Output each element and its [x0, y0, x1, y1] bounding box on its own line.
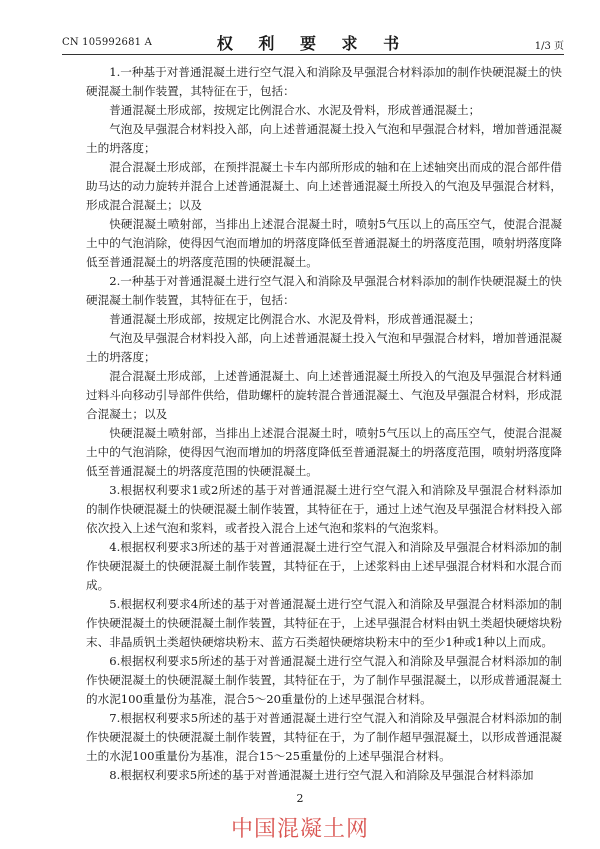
- claim-paragraph: 快硬混凝土喷射部，当排出上述混合混凝土时，喷射5气压以上的高压空气，使混合混凝土中的气泡消除，使得因气泡而增加的坍落度降低至普通混凝土的坍落度范围，喷射坍落度降低至普通混凝土的坍落度范围的快硬混凝土。: [86, 426, 562, 478]
- claim-paragraph: 气泡及早强混合材料投入部，向上述普通混凝土投入气泡和早强混合材料，增加普通混凝土的坍落度；: [86, 122, 562, 155]
- claim-paragraph: 3.根据权利要求1或2所述的基于对普通混凝土进行空气混入和消除及早强混合材料添加的制作快硬混凝土的快硬混凝土制作装置，其特征在于，通过上述气泡及早强混合材料投入部依次投入上述气泡和浆料，或者投入混合上述气泡和浆料的气泡浆料。: [86, 483, 562, 535]
- claim-paragraph: 2.一种基于对普通混凝土进行空气混入和消除及早强混合材料添加的制作快硬混凝土的快硬混凝土制作装置，其特征在于，包括：: [86, 274, 562, 307]
- site-watermark: 中国混凝土网: [230, 817, 369, 842]
- page-info: 1/3 页: [534, 41, 564, 52]
- page-header: [62, 30, 564, 55]
- claim-paragraph: 气泡及早强混合材料投入部，向上述普通混凝土投入气泡和早强混合材料，增加普通混凝土的坍落度；: [86, 331, 562, 364]
- claim-paragraph: 5.根据权利要求4所述的基于对普通混凝土进行空气混入和消除及早强混合材料添加的制作快硬混凝土的快硬混凝土制作装置，其特征在于，上述早强混合材料由钒土类超快硬熔块粉末、非晶质钒土类超快硬熔块粉末、蓝方石类超快硬熔块粉末中的至少1种或1种以上而成。: [86, 597, 562, 649]
- claims-body: [86, 63, 562, 785]
- document-title: 权 利 要 求 书: [216, 34, 410, 53]
- claim-paragraph: 混合混凝土形成部，上述普通混凝土、向上述普通混凝土所投入的气泡及早强混合材料通过料斗向移动引导部件供给，借助螺杆的旋转混合普通混凝土、气泡及早强混合材料，形成混合混凝土；以及: [86, 369, 562, 421]
- claim-paragraph: 4.根据权利要求3所述的基于对普通混凝土进行空气混入和消除及早强混合材料添加的制作快硬混凝土的快硬混凝土制作装置，其特征在于，上述浆料由上述早强混合材料和水混合而成。: [86, 540, 562, 592]
- claim-paragraph: 7.根据权利要求5所述的基于对普通混凝土进行空气混入和消除及早强混合材料添加的制作快硬混凝土的快硬混凝土制作装置，其特征在于，为了制作超早强混凝土，以形成普通混凝土的水泥100重量份为基准，混合15～25重量份的上述早强混合材料。: [86, 711, 562, 763]
- claim-paragraph: 混合混凝土形成部，在预拌混凝土卡车内部所形成的轴和在上述轴突出而成的混合部件借助马达的动力旋转并混合上述普通混凝土、向上述普通混凝土所投入的气泡及早强混合材料，形成混合混凝土；以及: [86, 160, 562, 212]
- claim-paragraph: 8.根据权利要求5所述的基于对普通混凝土进行空气混入和消除及早强混合材料添加: [109, 768, 534, 782]
- claim-paragraph: 快硬混凝土喷射部，当排出上述混合混凝土时，喷射5气压以上的高压空气，使混合混凝土中的气泡消除，使得因气泡而增加的坍落度降低至普通混凝土的坍落度范围，喷射坍落度降低至普通混凝土的坍落度范围的快硬混凝土。: [86, 217, 562, 269]
- claim-paragraph: 普通混凝土形成部，按规定比例混合水、水泥及骨料，形成普通混凝土；: [109, 312, 481, 326]
- page-number: 2: [296, 792, 304, 805]
- claim-paragraph: 1.一种基于对普通混凝土进行空气混入和消除及早强混合材料添加的制作快硬混凝土的快硬混凝土制作装置，其特征在于，包括：: [86, 65, 562, 98]
- claim-paragraph: 普通混凝土形成部，按规定比例混合水、水泥及骨料，形成普通混凝土；: [109, 103, 481, 117]
- claim-paragraph: 6.根据权利要求5所述的基于对普通混凝土进行空气混入和消除及早强混合材料添加的制作快硬混凝土的快硬混凝土制作装置，其特征在于，为了制作早强混凝土，以形成普通混凝土的水泥100重量份为基准，混合5～20重量份的上述早强混合材料。: [86, 654, 562, 706]
- publication-number: CN 105992681 A: [62, 37, 153, 48]
